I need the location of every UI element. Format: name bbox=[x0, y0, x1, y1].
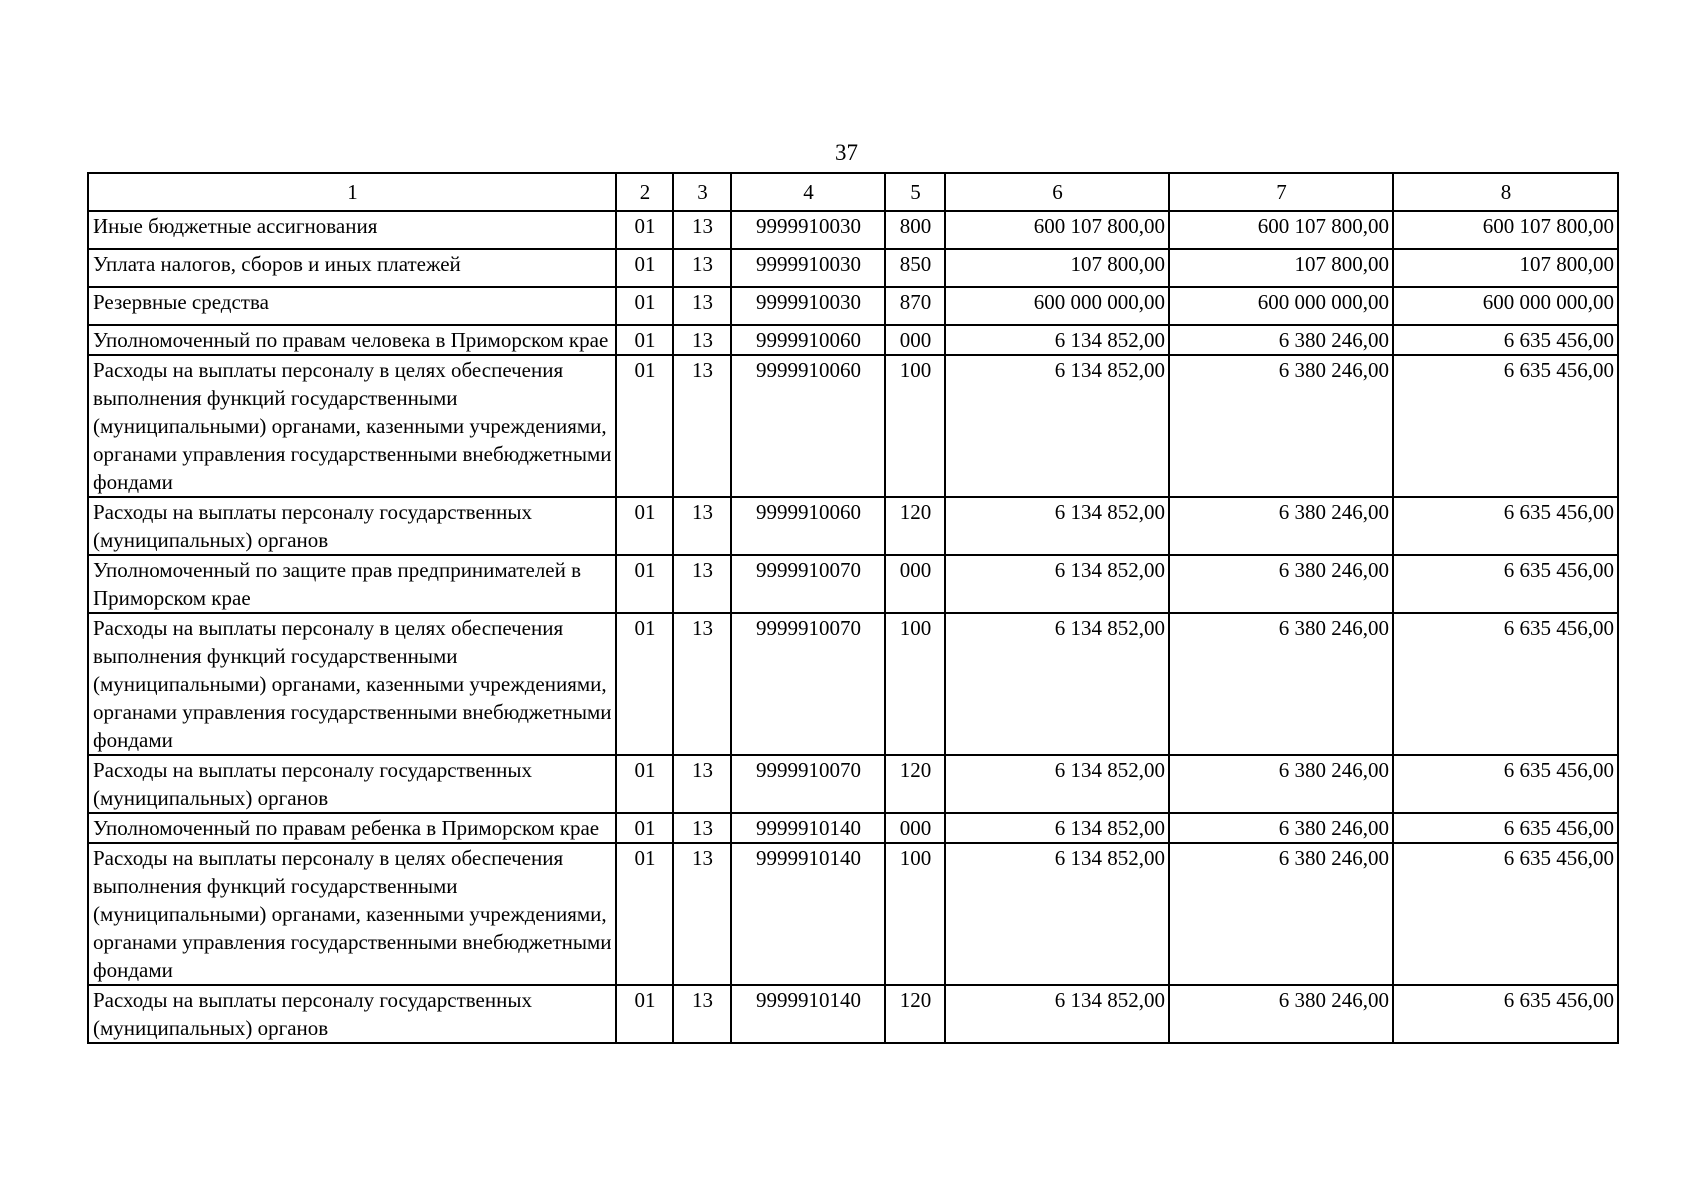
header-col-7: 7 bbox=[1169, 173, 1393, 211]
row-name: Иные бюджетные ассигнования bbox=[88, 211, 616, 249]
row-expense-type: 100 bbox=[885, 613, 945, 755]
row-subsection-code: 13 bbox=[673, 755, 731, 813]
row-amount-col-6: 6 134 852,00 bbox=[945, 613, 1169, 755]
row-section-code: 01 bbox=[616, 287, 673, 325]
row-section-code: 01 bbox=[616, 555, 673, 613]
row-name: Расходы на выплаты персоналу государственных (муниципальных) органов bbox=[88, 497, 616, 555]
row-amount-col-8: 6 635 456,00 bbox=[1393, 555, 1618, 613]
row-target-code: 9999910060 bbox=[731, 325, 885, 355]
row-expense-type: 120 bbox=[885, 985, 945, 1043]
row-subsection-code: 13 bbox=[673, 355, 731, 497]
row-amount-col-7: 107 800,00 bbox=[1169, 249, 1393, 287]
row-section-code: 01 bbox=[616, 249, 673, 287]
row-subsection-code: 13 bbox=[673, 325, 731, 355]
header-col-5: 5 bbox=[885, 173, 945, 211]
table-row bbox=[88, 555, 1618, 613]
table-row bbox=[88, 813, 1618, 843]
row-amount-col-8: 600 000 000,00 bbox=[1393, 287, 1618, 325]
table-row bbox=[88, 355, 1618, 497]
row-amount-col-6: 6 134 852,00 bbox=[945, 555, 1169, 613]
header-col-2: 2 bbox=[616, 173, 673, 211]
table-row bbox=[88, 249, 1618, 287]
row-amount-col-8: 6 635 456,00 bbox=[1393, 613, 1618, 755]
row-name: Расходы на выплаты персоналу в целях обеспечения выполнения функций государственными (муниципальными) органами, казенными учреждениями, органами управления государственными внебюджетными фондами bbox=[88, 843, 616, 985]
table-row bbox=[88, 843, 1618, 985]
row-target-code: 9999910060 bbox=[731, 355, 885, 497]
row-expense-type: 000 bbox=[885, 813, 945, 843]
row-amount-col-6: 6 134 852,00 bbox=[945, 355, 1169, 497]
table-row bbox=[88, 287, 1618, 325]
row-amount-col-7: 6 380 246,00 bbox=[1169, 613, 1393, 755]
row-amount-col-6: 6 134 852,00 bbox=[945, 843, 1169, 985]
row-name: Резервные средства bbox=[88, 287, 616, 325]
row-section-code: 01 bbox=[616, 813, 673, 843]
row-amount-col-7: 6 380 246,00 bbox=[1169, 555, 1393, 613]
row-expense-type: 800 bbox=[885, 211, 945, 249]
row-target-code: 9999910030 bbox=[731, 287, 885, 325]
row-name: Уполномоченный по правам человека в Приморском крае bbox=[88, 325, 616, 355]
row-name: Уполномоченный по защите прав предпринимателей в Приморском крае bbox=[88, 555, 616, 613]
row-section-code: 01 bbox=[616, 325, 673, 355]
row-subsection-code: 13 bbox=[673, 497, 731, 555]
table-row bbox=[88, 985, 1618, 1043]
row-name: Уполномоченный по правам ребенка в Приморском крае bbox=[88, 813, 616, 843]
row-amount-col-7: 6 380 246,00 bbox=[1169, 355, 1393, 497]
row-name: Расходы на выплаты персоналу в целях обеспечения выполнения функций государственными (муниципальными) органами, казенными учреждениями, органами управления государственными внебюджетными фондами bbox=[88, 613, 616, 755]
row-section-code: 01 bbox=[616, 755, 673, 813]
row-target-code: 9999910140 bbox=[731, 985, 885, 1043]
row-target-code: 9999910060 bbox=[731, 497, 885, 555]
table-row bbox=[88, 211, 1618, 249]
row-target-code: 9999910070 bbox=[731, 555, 885, 613]
row-expense-type: 100 bbox=[885, 355, 945, 497]
header-col-8: 8 bbox=[1393, 173, 1618, 211]
row-amount-col-8: 6 635 456,00 bbox=[1393, 985, 1618, 1043]
row-amount-col-6: 107 800,00 bbox=[945, 249, 1169, 287]
row-subsection-code: 13 bbox=[673, 555, 731, 613]
page-number: 37 bbox=[835, 140, 858, 165]
row-amount-col-6: 6 134 852,00 bbox=[945, 325, 1169, 355]
row-amount-col-7: 6 380 246,00 bbox=[1169, 843, 1393, 985]
row-subsection-code: 13 bbox=[673, 985, 731, 1043]
row-amount-col-6: 6 134 852,00 bbox=[945, 755, 1169, 813]
row-subsection-code: 13 bbox=[673, 613, 731, 755]
row-amount-col-8: 6 635 456,00 bbox=[1393, 325, 1618, 355]
row-amount-col-7: 6 380 246,00 bbox=[1169, 985, 1393, 1043]
row-target-code: 9999910030 bbox=[731, 249, 885, 287]
row-subsection-code: 13 bbox=[673, 287, 731, 325]
row-name: Уплата налогов, сборов и иных платежей bbox=[88, 249, 616, 287]
row-expense-type: 000 bbox=[885, 325, 945, 355]
row-expense-type: 120 bbox=[885, 497, 945, 555]
row-amount-col-8: 6 635 456,00 bbox=[1393, 843, 1618, 985]
row-amount-col-8: 6 635 456,00 bbox=[1393, 355, 1618, 497]
row-amount-col-8: 6 635 456,00 bbox=[1393, 497, 1618, 555]
row-amount-col-7: 600 107 800,00 bbox=[1169, 211, 1393, 249]
row-name: Расходы на выплаты персоналу государственных (муниципальных) органов bbox=[88, 755, 616, 813]
row-subsection-code: 13 bbox=[673, 211, 731, 249]
row-name: Расходы на выплаты персоналу государственных (муниципальных) органов bbox=[88, 985, 616, 1043]
row-name: Расходы на выплаты персоналу в целях обеспечения выполнения функций государственными (муниципальными) органами, казенными учреждениями, органами управления государственными внебюджетными фондами bbox=[88, 355, 616, 497]
row-amount-col-8: 6 635 456,00 bbox=[1393, 755, 1618, 813]
header-col-6: 6 bbox=[945, 173, 1169, 211]
row-amount-col-6: 600 107 800,00 bbox=[945, 211, 1169, 249]
header-col-4: 4 bbox=[731, 173, 885, 211]
row-amount-col-8: 600 107 800,00 bbox=[1393, 211, 1618, 249]
row-target-code: 9999910140 bbox=[731, 843, 885, 985]
table-row bbox=[88, 325, 1618, 355]
header-row bbox=[88, 173, 1618, 211]
row-amount-col-6: 6 134 852,00 bbox=[945, 985, 1169, 1043]
table-row bbox=[88, 497, 1618, 555]
row-amount-col-6: 6 134 852,00 bbox=[945, 813, 1169, 843]
header-col-3: 3 bbox=[673, 173, 731, 211]
row-subsection-code: 13 bbox=[673, 843, 731, 985]
row-expense-type: 100 bbox=[885, 843, 945, 985]
budget-table bbox=[87, 172, 1619, 1044]
row-section-code: 01 bbox=[616, 985, 673, 1043]
row-subsection-code: 13 bbox=[673, 249, 731, 287]
row-amount-col-8: 107 800,00 bbox=[1393, 249, 1618, 287]
row-target-code: 9999910070 bbox=[731, 755, 885, 813]
row-subsection-code: 13 bbox=[673, 813, 731, 843]
row-amount-col-7: 600 000 000,00 bbox=[1169, 287, 1393, 325]
row-expense-type: 120 bbox=[885, 755, 945, 813]
row-target-code: 9999910140 bbox=[731, 813, 885, 843]
row-amount-col-8: 6 635 456,00 bbox=[1393, 813, 1618, 843]
row-amount-col-7: 6 380 246,00 bbox=[1169, 755, 1393, 813]
header-col-1: 1 bbox=[88, 173, 616, 211]
row-expense-type: 000 bbox=[885, 555, 945, 613]
row-target-code: 9999910070 bbox=[731, 613, 885, 755]
row-expense-type: 850 bbox=[885, 249, 945, 287]
row-amount-col-7: 6 380 246,00 bbox=[1169, 325, 1393, 355]
table-row bbox=[88, 613, 1618, 755]
row-amount-col-7: 6 380 246,00 bbox=[1169, 497, 1393, 555]
table-row bbox=[88, 755, 1618, 813]
row-section-code: 01 bbox=[616, 843, 673, 985]
row-target-code: 9999910030 bbox=[731, 211, 885, 249]
row-amount-col-7: 6 380 246,00 bbox=[1169, 813, 1393, 843]
row-amount-col-6: 6 134 852,00 bbox=[945, 497, 1169, 555]
row-section-code: 01 bbox=[616, 497, 673, 555]
row-section-code: 01 bbox=[616, 211, 673, 249]
row-section-code: 01 bbox=[616, 613, 673, 755]
row-expense-type: 870 bbox=[885, 287, 945, 325]
row-amount-col-6: 600 000 000,00 bbox=[945, 287, 1169, 325]
row-section-code: 01 bbox=[616, 355, 673, 497]
